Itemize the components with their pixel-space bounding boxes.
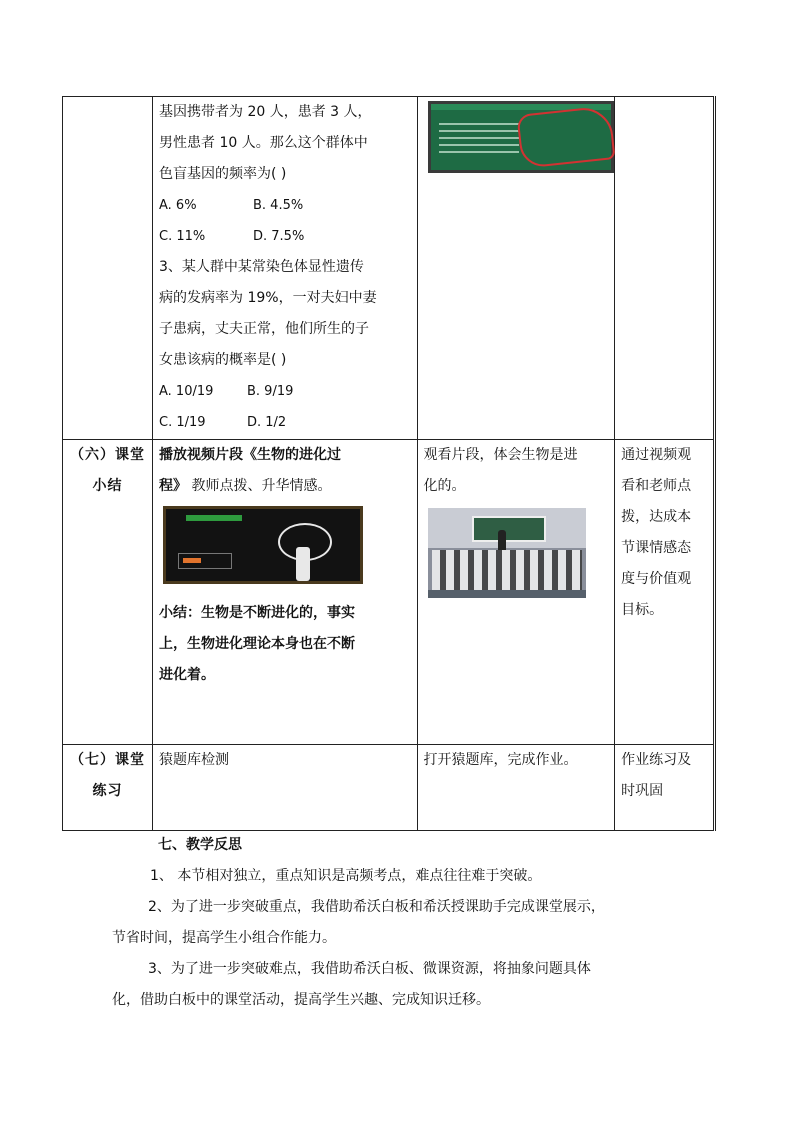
row-practice — [63, 97, 715, 440]
question-3-line: 子患病，丈夫正常，他们所生的子 — [159, 321, 369, 337]
stage-exercise-line: 练习 — [92, 783, 123, 799]
classroom-photo — [428, 508, 586, 598]
stage-summary-line: 小结 — [92, 478, 123, 494]
video-instruction: 播放视频片段《生物的进化过 — [159, 447, 341, 463]
intent-line: 通过视频观 — [621, 447, 692, 463]
reflection-point-3: 3、为了进一步突破难点，我借助希沃白板、微课资源，将抽象问题具体 — [148, 961, 591, 977]
question-2-line: 男性患者 10 人。那么这个群体中 — [159, 135, 368, 151]
question-3-line: 病的发病率为 19%，一对夫妇中妻 — [159, 290, 377, 306]
chalkboard-slide-image — [428, 101, 614, 173]
option-a: A. 6% — [159, 198, 197, 213]
question-2-line: 基因携带者为 20 人，患者 3 人， — [159, 104, 372, 120]
stage-exercise — [63, 745, 153, 831]
intent-line: 度与价值观 — [621, 571, 692, 587]
intent-line: 拨，达成本 — [621, 509, 692, 525]
option-d: D. 7.5% — [253, 229, 305, 244]
option-d: D. 1/2 — [247, 415, 287, 430]
student-cell-practice — [417, 97, 615, 440]
intent-line: 作业练习及 — [621, 752, 692, 768]
question-3-line: 女患该病的概率是( ) — [159, 352, 287, 368]
student-cell-exercise — [417, 745, 615, 831]
question-3-options — [159, 407, 411, 438]
question-2-options — [159, 190, 411, 221]
intent-line: 目标。 — [621, 602, 664, 618]
question-3-options — [159, 376, 411, 407]
reflection-point-2-cont: 节省时间，提高学生小组合作能力。 — [112, 930, 336, 946]
teacher-cell-summary — [153, 440, 418, 745]
question-2-line: 色盲基因的频率为( ) — [159, 166, 287, 182]
video-instruction-cont — [159, 471, 411, 502]
teacher-action: 教师点拨、升华情感。 — [191, 478, 332, 494]
row-summary — [63, 440, 715, 745]
intent-line: 看和老师点 — [621, 478, 692, 494]
stage-cell-empty — [63, 97, 153, 440]
question-3-line: 3、某人群中某常染色体显性遗传 — [159, 259, 364, 275]
student-activity: 化的。 — [423, 478, 466, 494]
intent-cell-exercise — [615, 745, 715, 831]
option-b: B. 9/19 — [247, 384, 294, 399]
reflection-point-2: 2、为了进一步突破重点，我借助希沃白板和希沃授课助手完成课堂展示， — [148, 899, 605, 915]
option-c: C. 1/19 — [159, 415, 206, 430]
teacher-cell-exercise — [153, 745, 418, 831]
intent-cell-summary — [615, 440, 715, 745]
stage-summary-line: （六）课堂 — [70, 447, 145, 463]
student-activity: 观看片段，体会生物是进 — [423, 447, 578, 463]
evolution-tree-slide-image — [163, 506, 363, 584]
student-cell-summary — [417, 440, 615, 745]
reflection-point-1: 1、 本节相对独立，重点知识是高频考点，难点往往难于突破。 — [150, 868, 542, 884]
intent-cell-empty — [615, 97, 715, 440]
option-a: A. 10/19 — [159, 384, 214, 399]
student-exercise: 打开猿题库，完成作业。 — [423, 752, 578, 768]
stage-exercise-line: （七）课堂 — [70, 752, 145, 768]
teacher-exercise: 猿题库检测 — [159, 752, 229, 768]
summary-line: 进化着。 — [159, 667, 215, 683]
video-title-end: 程》 — [159, 478, 187, 494]
row-exercise — [63, 745, 715, 831]
summary-line: 小结：生物是不断进化的，事实 — [159, 605, 355, 621]
reflection-heading: 七、教学反思 — [158, 837, 242, 853]
summary-line: 上，生物进化理论本身也在不断 — [159, 636, 355, 652]
lesson-table — [62, 96, 716, 831]
stage-summary — [63, 440, 153, 745]
intent-line: 节课情感态 — [621, 540, 692, 556]
question-2-options — [159, 221, 411, 252]
reflection-point-3-cont: 化，借助白板中的课堂活动，提高学生兴趣、完成知识迁移。 — [112, 992, 490, 1008]
intent-line: 时巩固 — [621, 783, 664, 799]
option-c: C. 11% — [159, 229, 206, 244]
teacher-cell-practice — [153, 97, 418, 440]
option-b: B. 4.5% — [253, 198, 304, 213]
